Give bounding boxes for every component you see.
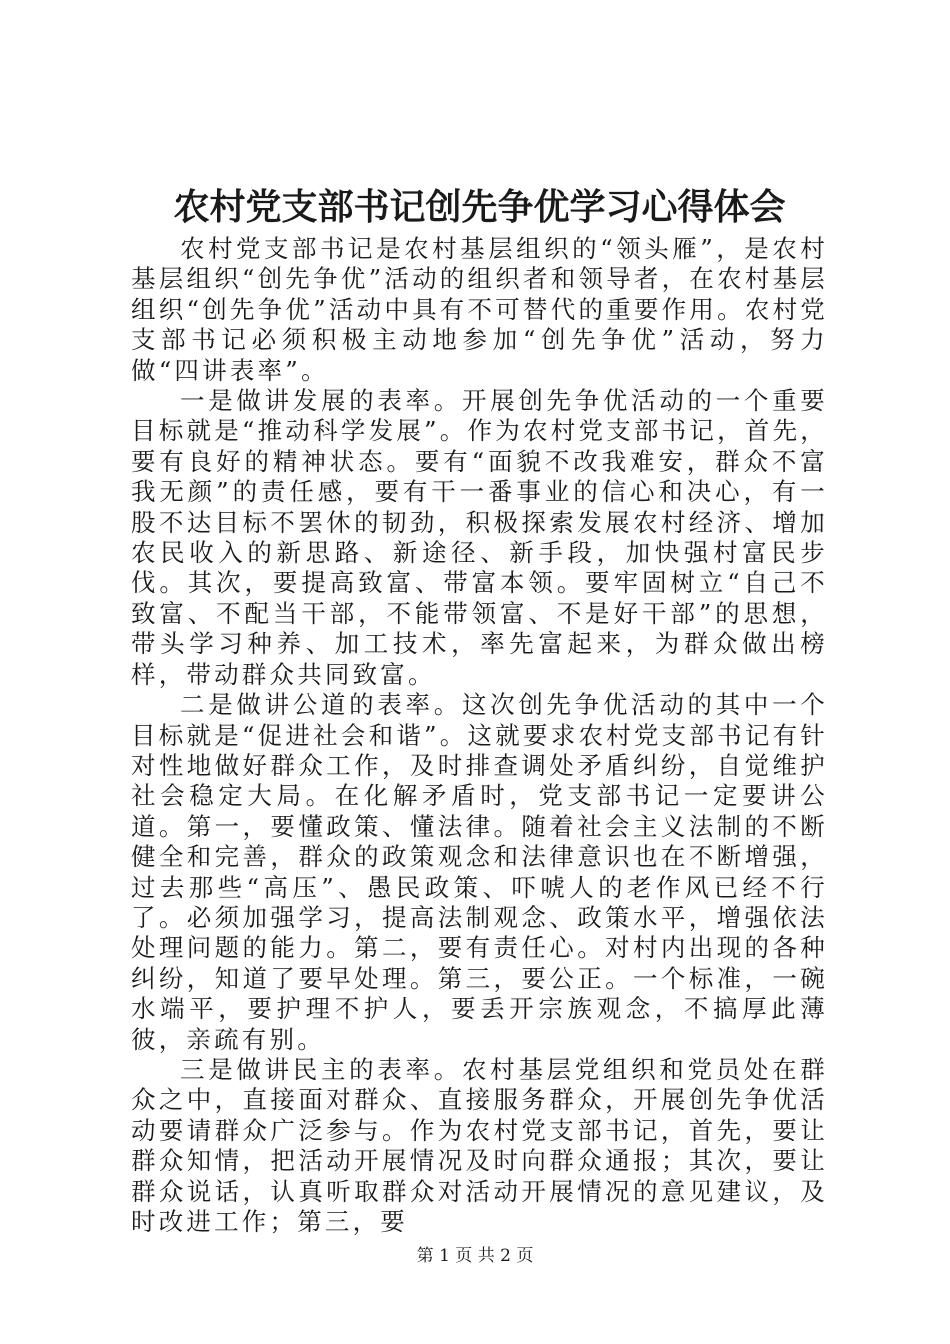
paragraph-fairness: 二是做讲公道的表率。这次创先争优活动的其中一个目标就是“促进社会和谐”。这就要求农村党支部书记有针对性地做好群众工作，及时排查调处矛盾纠纷，自觉维护社会稳定大局。在化解矛盾时，党支部书记一定要讲公道。第一，要懂政策、懂法律。随着社会主义法制的不断健全和完善，群众的政策观念和法律意识也在不断增强，过去那些“高压”、愚民政策、吓唬人的老作风已经不行了。必须加强学习，提高法制观念、政策水平，增强依法处理问题的能力。第二，要有责任心。对村内出现的各种纠纷，知道了要早处理。第三，要公正。一个标准，一碗水端平，要护理不护人，要丢开宗族观念，不搞厚此薄彼，亲疏有别。 — [131, 690, 828, 1054]
paragraph-democracy: 三是做讲民主的表率。农村基层党组织和党员处在群众之中，直接面对群众、直接服务群众，开展创先争优活动要请群众广泛参与。作为农村党支部书记，首先，要让群众知情，把活动开展情况及时向群众通报；其次，要让群众说话，认真听取群众对活动开展情况的意见建议，及时改进工作；第三，要 — [131, 1054, 828, 1236]
page-number-footer: 第 1 页 共 2 页 — [416, 1246, 534, 1266]
document-title: 农村党支部书记创先争优学习心得体会 — [173, 186, 786, 228]
paragraph-development: 一是做讲发展的表率。开展创先争优活动的一个重要目标就是“推动科学发展”。作为农村党支部书记，首先，要有良好的精神状态。要有“面貌不改我难安，群众不富我无颜”的责任感，要有干一番事业的信心和决心，有一股不达目标不罢休的韧劲，积极探索发展农村经济、增加农民收入的新思路、新途径、新手段，加快强村富民步伐。其次，要提高致富、带富本领。要牢固树立“自己不致富、不配当干部，不能带领富、不是好干部”的思想，带头学习种养、加工技术，率先富起来，为群众做出榜样，带动群众共同致富。 — [131, 386, 828, 689]
paragraph-intro: 农村党支部书记是农村基层组织的“领头雁”，是农村基层组织“创先争优”活动的组织者和领导者，在农村基层组织“创先争优”活动中具有不可替代的重要作用。农村党支部书记必须积极主动地参加“创先争优”活动，努力做“四讲表率”。 — [131, 234, 828, 385]
document-page — [131, 182, 828, 1237]
